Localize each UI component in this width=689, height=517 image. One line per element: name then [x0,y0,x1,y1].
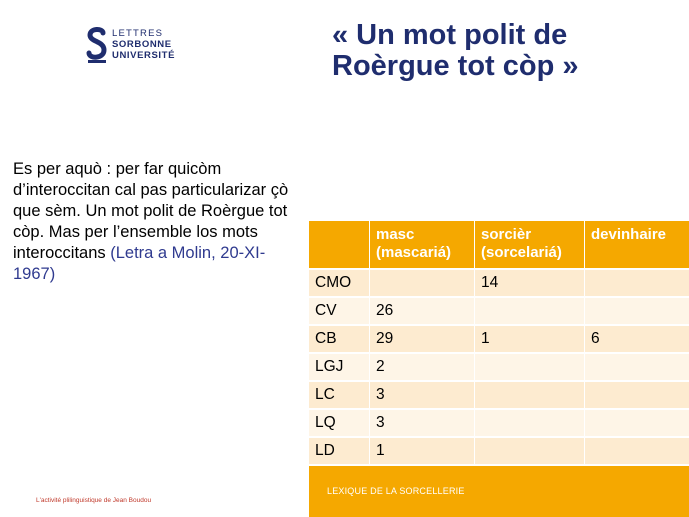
header-masc: masc (mascariá) [370,221,475,269]
cell-masc: 3 [370,409,475,437]
row-label: LC [309,381,370,409]
table-row [309,409,689,437]
lexicon-table [309,221,689,464]
cell-devinhaire [585,381,689,409]
cell-masc: 29 [370,325,475,353]
cell-devinhaire: 6 [585,325,689,353]
cell-masc: 2 [370,353,475,381]
row-label: LQ [309,409,370,437]
sorbonne-logo [86,26,186,66]
table-header-row [309,221,689,269]
cell-sorcier [475,381,585,409]
table-row [309,297,689,325]
row-label: LD [309,437,370,464]
logo-line-3: UNIVERSITÉ [112,50,176,61]
cell-sorcier: 1 [475,325,585,353]
cell-devinhaire [585,269,689,297]
cell-devinhaire [585,437,689,464]
table-row [309,381,689,409]
cell-sorcier [475,409,585,437]
sorbonne-s-icon [86,26,108,64]
row-label: LGJ [309,353,370,381]
body-text: Es per aquò : per far quicòm d’interoccitan cal pas particularizar çò que sèm. Un mot polit de Roèrgue tot còp. Mas per l’ensemble los mots interoccitans [13,160,289,262]
body-citation: (Letra a Molin, 20-XI-1967) [13,244,266,283]
cell-sorcier [475,437,585,464]
cell-sorcier [475,353,585,381]
cell-masc: 3 [370,381,475,409]
cell-devinhaire [585,297,689,325]
cell-sorcier: 14 [475,269,585,297]
cell-devinhaire [585,409,689,437]
table-row [309,269,689,297]
row-label: CB [309,325,370,353]
cell-masc: 1 [370,437,475,464]
row-label: CMO [309,269,370,297]
table-row [309,437,689,464]
slide-title: « Un mot polit de Roèrgue tot còp » [332,19,579,82]
header-devinhaire: devinhaire [585,221,689,269]
footer-bar [309,466,689,517]
body-paragraph [13,159,303,285]
footer-label: LEXIQUE DE LA SORCELLERIE [327,486,465,496]
cell-masc [370,269,475,297]
header-sorcier: sorcièr (sorcelariá) [475,221,585,269]
header-empty [309,221,370,269]
table-row [309,353,689,381]
row-label: CV [309,297,370,325]
cell-sorcier [475,297,585,325]
logo-wordmark [112,28,175,61]
logo-line-2: SORBONNE [112,39,172,50]
logo-line-1: LETTRES [112,28,164,39]
cell-devinhaire [585,353,689,381]
footer-credit: L'activité plilinguistique de Jean Boudou [36,497,152,504]
cell-masc: 26 [370,297,475,325]
table-row [309,325,689,353]
